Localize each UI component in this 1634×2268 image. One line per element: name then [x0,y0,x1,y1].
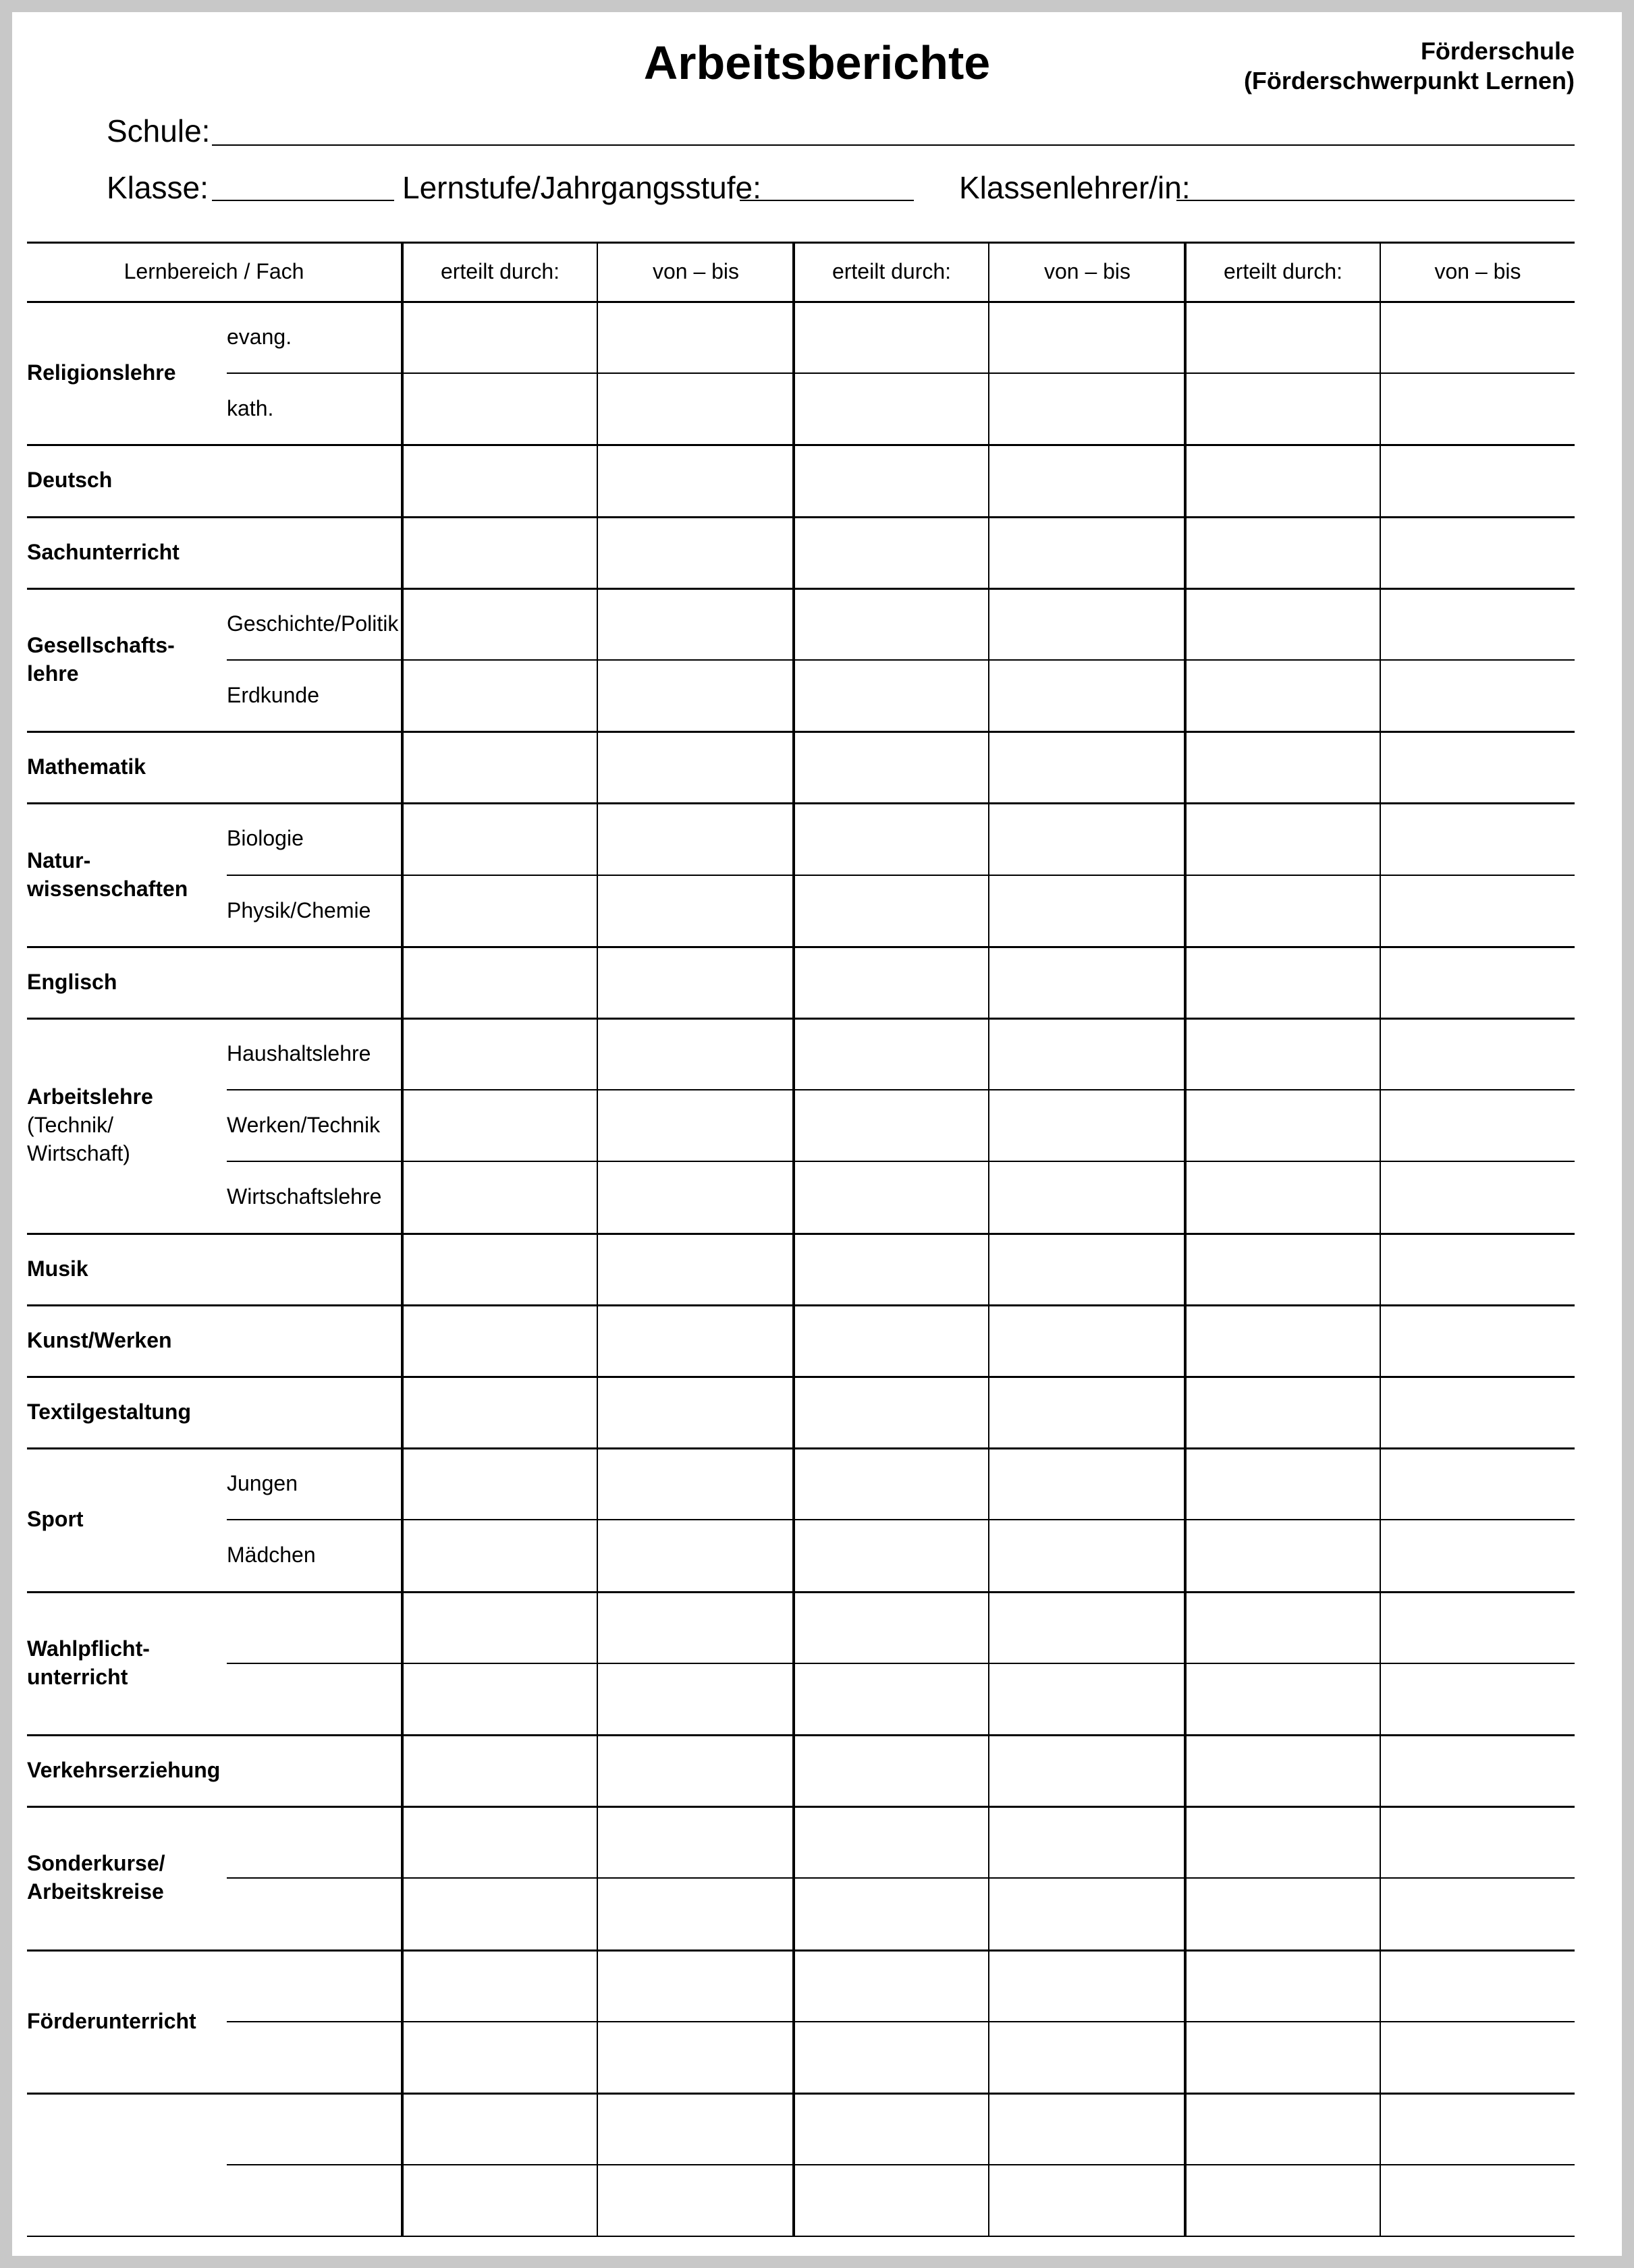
subject-label [27,1447,223,1591]
text-line: Physik/Chemie [227,897,371,922]
von-bis-cell[interactable] [989,372,1185,444]
table-rule [27,2236,1575,2237]
text-line: Englisch [27,969,117,994]
von-bis-cell[interactable] [1381,1519,1575,1591]
erteilt-durch-cell[interactable] [794,2021,989,2093]
von-bis-cell[interactable] [1381,588,1575,659]
erteilt-durch-cell[interactable] [794,1018,989,1089]
text-line: Religionslehre [27,360,176,385]
table-rule [227,1161,1575,1162]
erteilt-durch-cell[interactable] [402,1734,598,1806]
subject-label [27,802,223,945]
von-bis-cell[interactable] [598,1376,794,1447]
erteilt-durch-cell[interactable] [402,659,598,731]
klasse-label: Klasse: [107,170,209,205]
von-bis-cell[interactable] [1381,1734,1575,1806]
erteilt-durch-cell[interactable] [402,301,598,372]
erteilt-durch-cell[interactable] [1185,1663,1381,1734]
erteilt-durch-cell[interactable] [402,2021,598,2093]
table-rule [227,372,1575,374]
von-bis-cell[interactable] [598,1519,794,1591]
klassenlehrer-field[interactable] [1176,200,1575,201]
header-von-bis-2: von – bis [1043,258,1131,283]
erteilt-durch-cell[interactable] [794,516,989,588]
von-bis-cell[interactable] [598,946,794,1018]
von-bis-cell[interactable] [598,1734,794,1806]
erteilt-durch-cell[interactable] [402,1949,598,2021]
erteilt-durch-cell[interactable] [402,1304,598,1376]
von-bis-cell[interactable] [598,301,794,372]
von-bis-cell[interactable] [989,2021,1185,2093]
erteilt-durch-cell[interactable] [1185,1447,1381,1519]
text-line: (Technik/ [27,1113,114,1138]
subject-label [27,1233,223,1304]
text-line: Arbeitskreise [27,1879,164,1904]
header-von-bis-3: von – bis [1434,258,1521,283]
von-bis-cell[interactable] [598,2164,794,2236]
erteilt-durch-cell[interactable] [794,875,989,946]
von-bis-cell[interactable] [1381,1161,1575,1232]
von-bis-cell[interactable] [598,444,794,516]
von-bis-cell[interactable] [1381,1877,1575,1949]
erteilt-durch-cell[interactable] [1185,1734,1381,1806]
klassenlehrer-label: Klassenlehrer/in: [959,170,1191,205]
erteilt-durch-cell[interactable] [402,1663,598,1734]
von-bis-cell[interactable] [989,802,1185,874]
von-bis-cell[interactable] [1381,1447,1575,1519]
table-rule [227,2164,1575,2165]
header-erteilt-2: erteilt durch: [832,258,952,283]
subsubject-label [227,588,402,659]
von-bis-cell[interactable] [598,1304,794,1376]
erteilt-durch-cell[interactable] [794,1161,989,1232]
text-line: Arbeitslehre [27,1084,153,1109]
subject-label [27,946,223,1018]
von-bis-cell[interactable] [1381,731,1575,802]
erteilt-durch-cell[interactable] [402,1233,598,1304]
von-bis-cell[interactable] [598,1089,794,1161]
von-bis-cell[interactable] [989,1591,1185,1663]
table-rule [227,1877,1575,1879]
report-table [27,242,1575,2257]
erteilt-durch-cell[interactable] [794,946,989,1018]
von-bis-cell[interactable] [989,1161,1185,1232]
erteilt-durch-cell[interactable] [1185,1089,1381,1161]
von-bis-cell[interactable] [598,731,794,802]
header-von-bis-1: von – bis [652,258,740,283]
text-line: lehre [27,661,79,686]
page-title: Arbeitsberichte [643,36,991,89]
von-bis-cell[interactable] [598,2021,794,2093]
text-line: Sport [27,1507,84,1532]
von-bis-cell[interactable] [598,372,794,444]
von-bis-cell[interactable] [598,1877,794,1949]
von-bis-cell[interactable] [598,1806,794,1877]
von-bis-cell[interactable] [598,875,794,946]
von-bis-cell[interactable] [1381,516,1575,588]
text-line: Textilgestaltung [27,1400,191,1425]
erteilt-durch-cell[interactable] [1185,2093,1381,2164]
text-line: Erdkunde [227,683,319,708]
subject-label [27,2093,223,2236]
erteilt-durch-cell[interactable] [402,2093,598,2164]
column-rule [1184,242,1187,2236]
von-bis-cell[interactable] [1381,2093,1575,2164]
text-line: Mädchen [227,1543,316,1568]
header-erteilt-3: erteilt durch: [1223,258,1343,283]
subsubject-label [227,1447,402,1519]
von-bis-cell[interactable] [598,1663,794,1734]
erteilt-durch-cell[interactable] [402,731,598,802]
von-bis-cell[interactable] [1381,1591,1575,1663]
table-rule [227,1663,1575,1664]
erteilt-durch-cell[interactable] [402,1591,598,1663]
erteilt-durch-cell[interactable] [794,1806,989,1877]
erteilt-durch-cell[interactable] [794,731,989,802]
column-rule [1380,242,1381,2236]
erteilt-durch-cell[interactable] [794,1304,989,1376]
text-line: Kunst/Werken [27,1327,172,1352]
subject-label [27,1591,223,1734]
erteilt-durch-cell[interactable] [794,1734,989,1806]
erteilt-durch-cell[interactable] [1185,731,1381,802]
von-bis-cell[interactable] [1381,1949,1575,2021]
schule-label: Schule: [107,113,211,148]
subsubject-label [227,301,402,372]
text-line: Gesellschafts- [27,632,175,657]
school-type [1244,36,1575,96]
erteilt-durch-cell[interactable] [794,1233,989,1304]
erteilt-durch-cell[interactable] [402,946,598,1018]
subsubject-label [227,875,402,946]
erteilt-durch-cell[interactable] [794,301,989,372]
von-bis-cell[interactable] [989,588,1185,659]
erteilt-durch-cell[interactable] [402,516,598,588]
text-line: Wirtschaftslehre [227,1184,382,1209]
text-line: Förderunterricht [27,2008,196,2033]
erteilt-durch-cell[interactable] [1185,444,1381,516]
von-bis-cell[interactable] [598,1161,794,1232]
erteilt-durch-cell[interactable] [1185,516,1381,588]
text-line: wissenschaften [27,876,188,901]
table-rule [227,1519,1575,1520]
erteilt-durch-cell[interactable] [1185,1806,1381,1877]
erteilt-durch-cell[interactable] [1185,1949,1381,2021]
erteilt-durch-cell[interactable] [402,588,598,659]
von-bis-cell[interactable] [1381,2164,1575,2236]
table-rule [227,659,1575,661]
subject-label [27,1018,223,1233]
erteilt-durch-cell[interactable] [1185,802,1381,874]
von-bis-cell[interactable] [1381,1304,1575,1376]
subsubject-label [227,659,402,731]
text-line: Musik [27,1256,88,1281]
subsubject-label [227,1161,402,1232]
subject-label [27,588,223,731]
von-bis-cell[interactable] [1381,444,1575,516]
von-bis-cell[interactable] [989,444,1185,516]
text-line: Sachunterricht [27,539,180,564]
von-bis-cell[interactable] [1381,372,1575,444]
von-bis-cell[interactable] [1381,875,1575,946]
schule-field[interactable] [212,144,1575,146]
von-bis-cell[interactable] [989,1233,1185,1304]
von-bis-cell[interactable] [989,516,1185,588]
erteilt-durch-cell[interactable] [1185,659,1381,731]
erteilt-durch-cell[interactable] [402,1519,598,1591]
school-type-line1: Förderschule [1420,37,1575,65]
erteilt-durch-cell[interactable] [794,2164,989,2236]
column-rule [792,242,795,2236]
erteilt-durch-cell[interactable] [794,1376,989,1447]
erteilt-durch-cell[interactable] [1185,1877,1381,1949]
von-bis-cell[interactable] [989,301,1185,372]
erteilt-durch-cell[interactable] [794,1089,989,1161]
erteilt-durch-cell[interactable] [402,1877,598,1949]
erteilt-durch-cell[interactable] [1185,1018,1381,1089]
header-erteilt-1: erteilt durch: [440,258,560,283]
von-bis-cell[interactable] [598,2093,794,2164]
von-bis-cell[interactable] [989,1447,1185,1519]
text-line: Geschichte/ [227,611,341,636]
header-subject: Lernbereich / Fach [124,258,304,283]
subsubject-label [227,1089,402,1161]
erteilt-durch-cell[interactable] [794,1519,989,1591]
text-line: Wahlpflicht- [27,1636,150,1661]
erteilt-durch-cell[interactable] [402,802,598,874]
subject-label [27,1734,223,1806]
von-bis-cell[interactable] [989,1663,1185,1734]
von-bis-cell[interactable] [989,1877,1185,1949]
erteilt-durch-cell[interactable] [794,1591,989,1663]
erteilt-durch-cell[interactable] [402,1376,598,1447]
erteilt-durch-cell[interactable] [794,659,989,731]
school-type-line2: (Förderschwerpunkt Lernen) [1243,67,1575,94]
text-line: unterricht [27,1664,128,1689]
text-line: Verkehrserziehung [27,1758,221,1783]
text-line: Haushaltslehre [227,1041,371,1066]
von-bis-cell[interactable] [1381,1089,1575,1161]
von-bis-cell[interactable] [598,1018,794,1089]
von-bis-cell[interactable] [598,1233,794,1304]
subsubject-label [227,1519,402,1591]
subject-label [27,1806,223,1949]
von-bis-cell[interactable] [989,659,1185,731]
von-bis-cell[interactable] [1381,659,1575,731]
von-bis-cell[interactable] [1381,1018,1575,1089]
column-rule [597,242,598,2236]
von-bis-cell[interactable] [989,946,1185,1018]
von-bis-cell[interactable] [1381,1376,1575,1447]
erteilt-durch-cell[interactable] [1185,2164,1381,2236]
erteilt-durch-cell[interactable] [402,444,598,516]
von-bis-cell[interactable] [989,1089,1185,1161]
erteilt-durch-cell[interactable] [1185,1519,1381,1591]
erteilt-durch-cell[interactable] [794,588,989,659]
subsubject-label [227,1018,402,1089]
erteilt-durch-cell[interactable] [1185,1233,1381,1304]
lernstufe-label: Lernstufe/Jahrgangsstufe: [402,170,761,205]
text-line: kath. [227,396,274,421]
von-bis-cell[interactable] [989,2164,1185,2236]
erteilt-durch-cell[interactable] [402,1447,598,1519]
klasse-field[interactable] [212,200,394,201]
subsubject-label [227,802,402,874]
von-bis-cell[interactable] [989,2093,1185,2164]
subject-label [27,516,223,588]
erteilt-durch-cell[interactable] [794,1949,989,2021]
erteilt-durch-cell[interactable] [1185,875,1381,946]
erteilt-durch-cell[interactable] [794,802,989,874]
text-line: Wirtschaft) [27,1141,130,1166]
erteilt-durch-cell[interactable] [402,372,598,444]
erteilt-durch-cell[interactable] [794,2093,989,2164]
von-bis-cell[interactable] [598,1447,794,1519]
von-bis-cell[interactable] [598,659,794,731]
subject-label [27,1376,223,1447]
von-bis-cell[interactable] [989,1304,1185,1376]
subject-label [27,731,223,802]
table-rule [227,1089,1575,1090]
text-line: Biologie [227,826,304,851]
table-rule [227,2021,1575,2022]
von-bis-cell[interactable] [598,1591,794,1663]
text-line: Deutsch [27,468,113,493]
column-rule [401,242,404,2236]
erteilt-durch-cell[interactable] [1185,372,1381,444]
subject-label [27,1949,223,2093]
lernstufe-field[interactable] [740,200,914,201]
erteilt-durch-cell[interactable] [402,1089,598,1161]
von-bis-cell[interactable] [598,802,794,874]
von-bis-cell[interactable] [989,1734,1185,1806]
table-rule [227,875,1575,876]
von-bis-cell[interactable] [1381,1233,1575,1304]
von-bis-cell[interactable] [1381,301,1575,372]
von-bis-cell[interactable] [1381,1806,1575,1877]
erteilt-durch-cell[interactable] [402,1161,598,1232]
von-bis-cell[interactable] [989,1806,1185,1877]
subject-label [27,444,223,516]
erteilt-durch-cell[interactable] [402,2164,598,2236]
text-line: Politik [340,611,399,636]
von-bis-cell[interactable] [1381,2021,1575,2093]
text-line: Jungen [227,1471,298,1496]
erteilt-durch-cell[interactable] [794,1877,989,1949]
subject-label [27,1304,223,1376]
erteilt-durch-cell[interactable] [1185,946,1381,1018]
erteilt-durch-cell[interactable] [1185,301,1381,372]
text-line: Werken/Technik [227,1113,381,1138]
von-bis-cell[interactable] [989,1949,1185,2021]
table-rule [27,242,1575,244]
erteilt-durch-cell[interactable] [1185,1376,1381,1447]
von-bis-cell[interactable] [1381,802,1575,874]
text-line: Mathematik [27,754,146,779]
erteilt-durch-cell[interactable] [1185,1591,1381,1663]
von-bis-cell[interactable] [598,516,794,588]
von-bis-cell[interactable] [989,1519,1185,1591]
erteilt-durch-cell[interactable] [1185,588,1381,659]
erteilt-durch-cell[interactable] [1185,2021,1381,2093]
column-rule [988,242,989,2236]
erteilt-durch-cell[interactable] [402,1806,598,1877]
subsubject-label [227,372,402,444]
erteilt-durch-cell[interactable] [794,444,989,516]
erteilt-durch-cell[interactable] [794,1663,989,1734]
von-bis-cell[interactable] [598,1949,794,2021]
text-line: Natur- [27,848,91,873]
von-bis-cell[interactable] [989,875,1185,946]
form-page [12,12,1622,2256]
erteilt-durch-cell[interactable] [402,1018,598,1089]
von-bis-cell[interactable] [1381,946,1575,1018]
subject-label [27,301,223,444]
text-line: Sonderkurse/ [27,1851,165,1876]
erteilt-durch-cell[interactable] [794,372,989,444]
von-bis-cell[interactable] [989,1018,1185,1089]
von-bis-cell[interactable] [989,731,1185,802]
text-line: evang. [227,325,292,350]
von-bis-cell[interactable] [989,1376,1185,1447]
von-bis-cell[interactable] [1381,1663,1575,1734]
erteilt-durch-cell[interactable] [1185,1161,1381,1232]
erteilt-durch-cell[interactable] [402,875,598,946]
erteilt-durch-cell[interactable] [1185,1304,1381,1376]
erteilt-durch-cell[interactable] [794,1447,989,1519]
von-bis-cell[interactable] [598,588,794,659]
